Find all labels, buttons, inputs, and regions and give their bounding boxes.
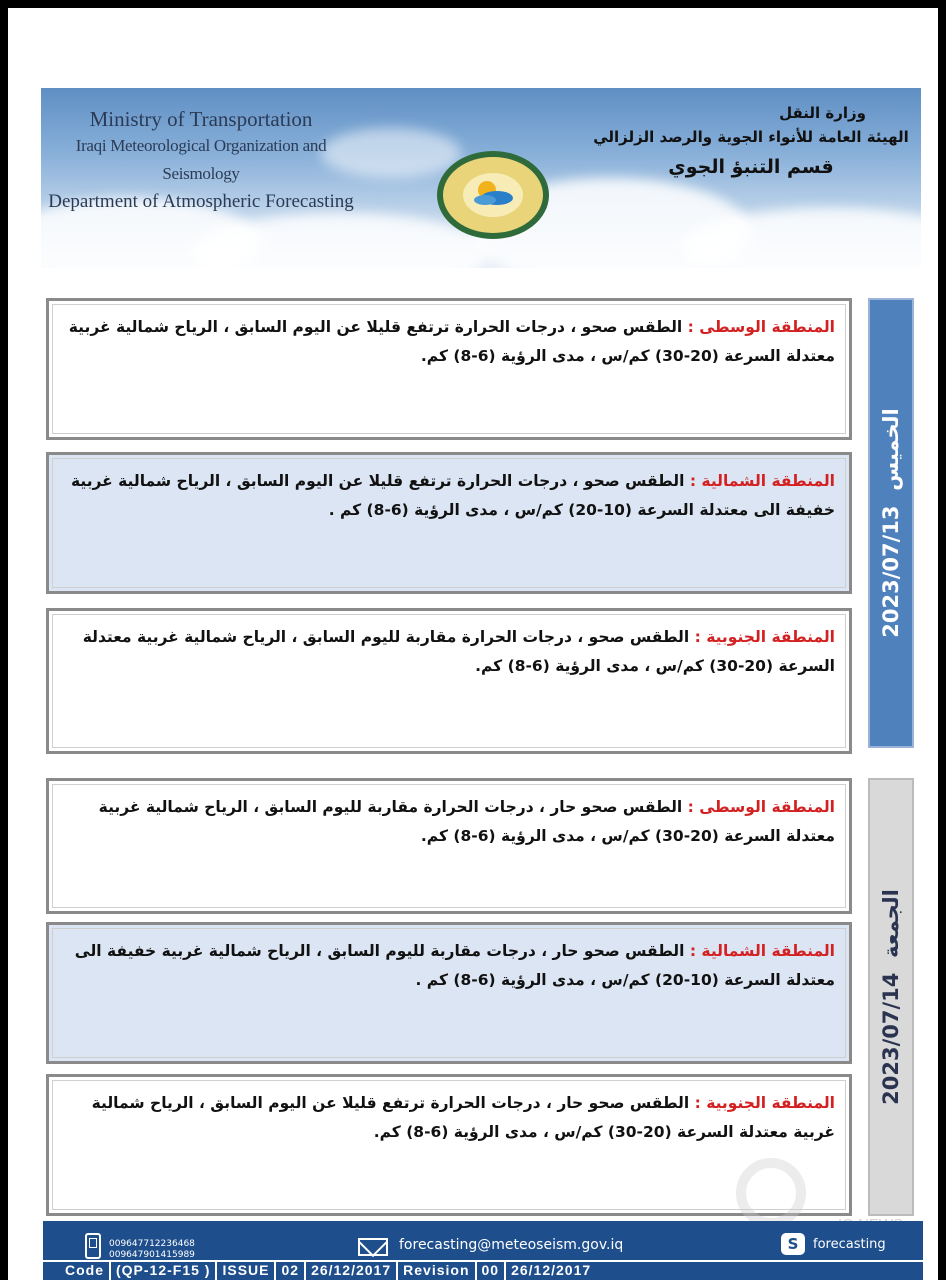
region-name: المنطقة الوسطى : [687,798,835,816]
header-english [41,106,361,216]
revision-label: Revision [398,1262,476,1280]
day-block-2 [46,778,918,1216]
date-strip [868,778,914,1216]
issue-value: 02 [276,1262,306,1280]
region-forecast: الطقس صحو ، درجات الحرارة مقاربة لليوم السابق ، الرياح شمالية غربية معتدلة السرعة (20-30) كم/س ، مدى الرؤية (6-8) كم. [82,628,835,675]
skype-icon: S [781,1233,805,1255]
department-name-en: Department of Atmospheric Forecasting [48,191,354,212]
organization-name-ar: الهيئة العامة للأنواء الجوية والرصد الزلزالي [593,128,909,146]
region-box-north [46,922,852,1064]
skype-id: forecasting [813,1237,886,1252]
region-box-south [46,608,852,754]
code-value: (QP-12-F15 ) [111,1262,217,1280]
ministry-name-ar: وزارة النقل [779,104,866,122]
watermark-icon [736,1158,806,1228]
region-name: المنطقة الوسطى : [687,318,835,336]
email-link[interactable]: forecasting@meteoseism.gov.iq [399,1237,624,1253]
phone-numbers [109,1239,195,1261]
region-forecast: الطقس صحو ، درجات الحرارة ترتفع قليلا عن اليوم السابق ، الرياح شمالية غربية خفيفة الى معتدلة السرعة (10-20) كم/س ، مدى الرؤية (6-8) كم . [70,472,835,519]
region-forecast: الطقس صحو حار ، درجات الحرارة ترتفع قليلا عن اليوم السابق ، الرياح شمالية غربية معتدلة السرعة (20-30) كم/س ، مدى الرؤية (6-8) كم. [91,1094,835,1141]
header-banner [41,88,921,268]
ministry-name-en: Ministry of Transportation [89,107,313,131]
day-name-label: الخميس [879,408,903,491]
issue-label: ISSUE [217,1262,276,1280]
day-block-1 [46,298,918,754]
document-code-bar [43,1260,923,1280]
phone-number: 009647901415989 [109,1250,195,1260]
date-label: 2023/07/13 [879,505,903,638]
forecast-page [8,8,938,1280]
region-box-central [46,778,852,914]
header-arabic [591,102,911,184]
region-name: المنطقة الجنوبية : [694,1094,835,1112]
region-name: المنطقة الشمالية : [689,942,835,960]
mail-icon [358,1238,388,1256]
region-forecast: الطقس صحو ، درجات الحرارة ترتفع قليلا عن اليوم السابق ، الرياح شمالية غربية معتدلة السرعة (20-30) كم/س ، مدى الرؤية (6-8) كم. [68,318,835,365]
region-box-north [46,452,852,594]
date-label: 2023/07/14 [879,972,903,1105]
department-name-ar: قسم التنبؤ الجوي [668,156,834,178]
region-box-south [46,1074,852,1216]
code-label: Code [43,1262,111,1280]
region-name: المنطقة الجنوبية : [694,628,835,646]
day-name-label: الجمعة [879,889,903,959]
phone-icon [85,1233,101,1259]
phone-number: 009647712236468 [109,1239,195,1249]
revision-value: 00 [477,1262,507,1280]
region-forecast: الطقس صحو حار ، درجات مقاربة لليوم السابق ، الرياح شمالية غربية خفيفة الى معتدلة السرعة (10-20) كم/س ، مدى الرؤية (6-8) كم . [74,942,835,989]
organization-name-en: Iraqi Meteorological Organization and Seismology [75,136,327,183]
date-strip [868,298,914,748]
organization-seal-icon [433,148,553,243]
region-name: المنطقة الشمالية : [689,472,835,490]
footer-bar [43,1221,923,1280]
region-forecast: الطقس صحو حار ، درجات الحرارة مقاربة لليوم السابق ، الرياح شمالية غربية معتدلة السرعة (20-30) كم/س ، مدى الرؤية (6-8) كم. [98,798,835,845]
region-box-central [46,298,852,440]
issue-date: 26/12/2017 [306,1262,398,1280]
revision-date: 26/12/2017 [511,1262,592,1278]
